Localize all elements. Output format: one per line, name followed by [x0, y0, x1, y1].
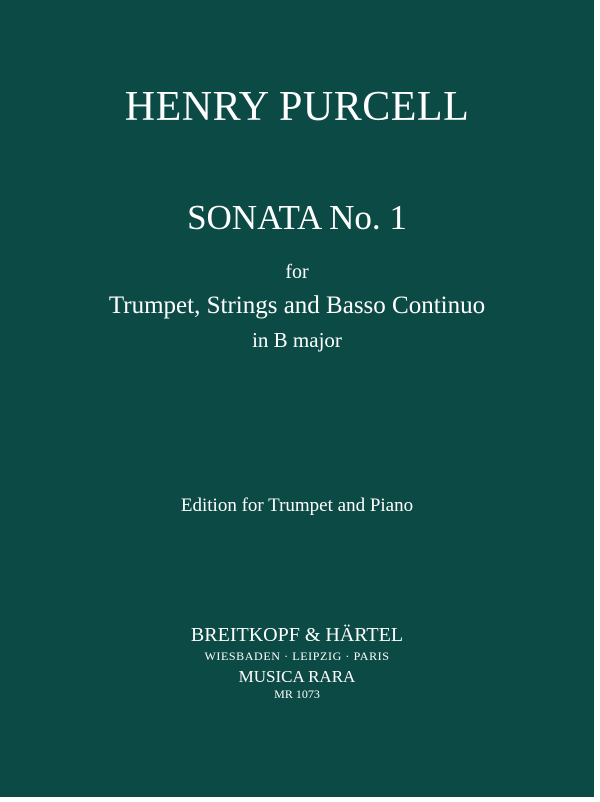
work-title: SONATA No. 1: [187, 198, 407, 237]
instrumentation: Trumpet, Strings and Basso Continuo: [108, 292, 486, 319]
catalog-number: MR 1073: [274, 687, 320, 701]
key-signature: in B major: [252, 328, 342, 352]
publisher-cities: WIESBADEN · LEIPZIG · PARIS: [204, 649, 390, 663]
imprint-name: MUSICA RARA: [238, 667, 356, 686]
composer-name: HENRY PURCELL: [124, 84, 470, 130]
edition-note: Edition for Trumpet and Piano: [180, 495, 414, 516]
publisher-name: BREITKOPF & HÄRTEL: [190, 624, 404, 646]
for-label: for: [285, 261, 309, 283]
